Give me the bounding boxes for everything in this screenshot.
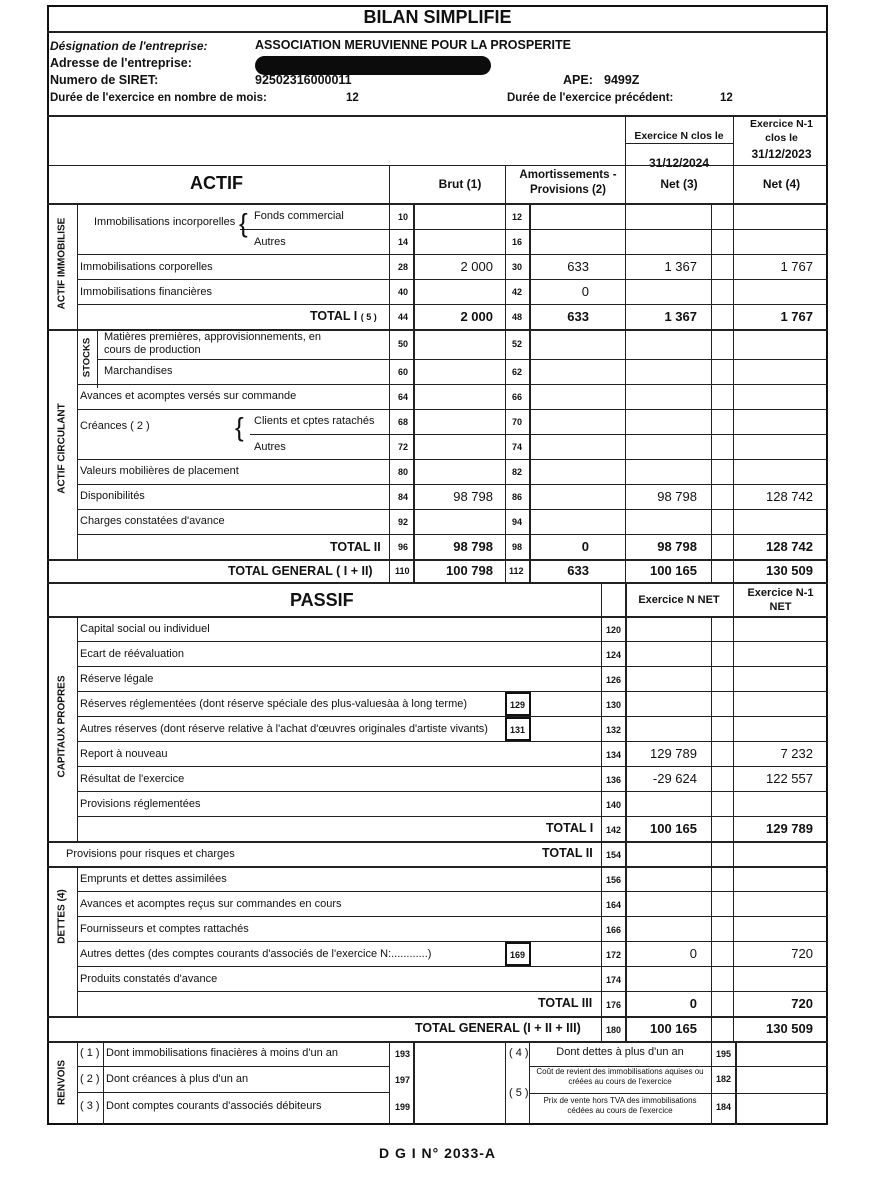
renvoi-label: Dont comptes courants d'associés débiteurs xyxy=(106,1100,322,1112)
passif-total-label: TOTAL II xyxy=(542,846,593,860)
actif-code: 66 xyxy=(512,392,523,402)
passif-net: 100 165 xyxy=(650,821,697,836)
actif-code: 80 xyxy=(398,467,409,477)
renvoi-label: Coût de revient des immobilisations aquises ou créées au cours de l'exercice xyxy=(536,1067,704,1086)
siret-value: 92502316000011 xyxy=(255,73,352,87)
actif-code: 62 xyxy=(512,367,523,377)
passif-code: 134 xyxy=(606,750,622,760)
actif-code: 28 xyxy=(398,262,409,272)
passif-label: Fournisseurs et comptes rattachés xyxy=(80,923,249,935)
actif-brut: 98 798 xyxy=(453,539,493,554)
actif-code: 112 xyxy=(509,566,524,576)
actif-label: Autres xyxy=(254,236,286,248)
passif-label: Produits constatés d'avance xyxy=(80,973,218,985)
actif-amort: 0 xyxy=(581,284,589,299)
renvoi-code: 195 xyxy=(716,1049,732,1059)
actif-net: 100 165 xyxy=(650,563,697,578)
renvoi-label: Dont immobilisations finacières à moins d'un an xyxy=(106,1047,338,1059)
renvoi-code: 199 xyxy=(395,1102,411,1112)
actif-brut: 2 000 xyxy=(460,259,493,274)
duree-prec-value: 12 xyxy=(720,92,733,104)
passif-code: 156 xyxy=(606,875,622,885)
passif-label: Autres réserves (dont réserve relative à l'achat d'œuvres originales d'artiste vivants) xyxy=(80,723,488,735)
col-brut: Brut (1) xyxy=(438,177,482,191)
actif-code: 98 xyxy=(512,542,523,552)
passif-code: 130 xyxy=(606,700,622,710)
passif-net: -29 624 xyxy=(652,771,697,786)
designation-label: Désignation de l'entreprise: xyxy=(50,39,208,53)
actif-total-label: TOTAL I ( 5 ) xyxy=(310,309,377,323)
actif-code: 44 xyxy=(398,312,409,322)
passif-prev: 720 xyxy=(791,996,813,1011)
actif-circulant-label: ACTIF CIRCULANT xyxy=(56,403,68,494)
adresse-label: Adresse de l'entreprise: xyxy=(50,56,192,70)
actif-code: 70 xyxy=(512,417,523,427)
duree-prec-label: Durée de l'exercice précédent: xyxy=(507,92,674,104)
duree-label: Durée de l'exercice en nombre de mois: xyxy=(50,92,267,104)
creances-brace: { xyxy=(235,412,244,442)
actif-code: 40 xyxy=(398,287,409,297)
actif-code: 14 xyxy=(398,237,409,247)
passif-box-code: 169 xyxy=(510,950,526,960)
passif-total-label: TOTAL III xyxy=(538,996,593,1010)
actif-code: 84 xyxy=(398,492,409,502)
actif-label: Autres xyxy=(254,441,286,453)
passif-prev: 720 xyxy=(791,946,813,961)
passif-label: Ecart de réévaluation xyxy=(80,648,184,660)
actif-label: Disponibilités xyxy=(80,490,145,502)
passif-label: Capital social ou individuel xyxy=(80,623,210,635)
passif-code: 176 xyxy=(606,1000,622,1010)
passif-prev: 7 232 xyxy=(780,746,813,761)
actif-label: Marchandises xyxy=(104,365,173,377)
renvois-label: RENVOIS xyxy=(56,1060,68,1106)
actif-label: Fonds commercial xyxy=(254,210,344,222)
actif-total-label: TOTAL II xyxy=(330,540,381,554)
form-reference: D G I N° 2033-A xyxy=(378,1145,497,1161)
passif-net: 100 165 xyxy=(650,1021,697,1036)
renvoi-code: 193 xyxy=(395,1049,411,1059)
passif-code: 174 xyxy=(606,975,622,985)
passif-box-code: 131 xyxy=(510,725,526,735)
passif-prev: 129 789 xyxy=(766,821,813,836)
passif-code: 136 xyxy=(606,775,622,785)
duree-value: 12 xyxy=(346,92,359,104)
designation-value: ASSOCIATION MERUVIENNE POUR LA PROSPERITE xyxy=(255,38,572,52)
passif-label: Résultat de l'exercice xyxy=(80,773,185,785)
renvoi-label: Dont créances à plus d'un an xyxy=(106,1073,249,1085)
passif-code: 124 xyxy=(606,650,622,660)
actif-title: ACTIF xyxy=(190,173,243,193)
actif-code: 60 xyxy=(398,367,409,377)
actif-code: 82 xyxy=(512,467,523,477)
actif-prev: 1 767 xyxy=(780,259,813,274)
actif-code: 72 xyxy=(398,442,409,452)
actif-brut: 98 798 xyxy=(453,489,493,504)
ape-value: 9499Z xyxy=(604,73,640,87)
passif-box-code: 129 xyxy=(510,700,526,710)
passif-prev: 130 509 xyxy=(766,1021,813,1036)
dettes-label: DETTES (4) xyxy=(56,889,68,944)
actif-prev: 128 742 xyxy=(766,489,813,504)
incorp-brace: { xyxy=(239,208,248,238)
actif-code: 86 xyxy=(512,492,523,502)
passif-total-general-label: TOTAL GENERAL (I + II + III) xyxy=(415,1021,581,1035)
passif-label: Avances et acomptes reçus sur commandes en cours xyxy=(80,898,342,910)
passif-net: 0 xyxy=(689,996,697,1011)
renvoi-code: 182 xyxy=(716,1074,732,1084)
actif-amort: 633 xyxy=(567,259,589,274)
renvoi-label: Prix de vente hors TVA des immobilisations cédées au cours de l'exercice xyxy=(543,1096,697,1115)
actif-code: 48 xyxy=(512,312,523,322)
renvoi-num: ( 5 ) xyxy=(509,1087,529,1099)
passif-code: 126 xyxy=(606,675,622,685)
actif-amort: 633 xyxy=(567,309,589,324)
creances-label: Créances ( 2 ) xyxy=(80,420,150,432)
actif-code: 92 xyxy=(398,517,409,527)
page-title: BILAN SIMPLIFIE xyxy=(363,7,512,27)
passif-code: 120 xyxy=(606,625,622,635)
actif-label: Immobilisations corporelles xyxy=(80,261,213,273)
renvoi-num: ( 3 ) xyxy=(80,1100,100,1112)
passif-code: 166 xyxy=(606,925,622,935)
passif-col-net: Exercice N NET xyxy=(638,594,720,606)
actif-code: 10 xyxy=(398,212,409,222)
actif-code: 12 xyxy=(512,212,523,222)
actif-amort: 0 xyxy=(581,539,589,554)
passif-net: 0 xyxy=(689,946,697,961)
exn1-header: Exercice N-1 clos le 31/12/2023 xyxy=(749,118,814,161)
ape-label: APE: xyxy=(563,73,593,87)
actif-total-general-label: TOTAL GENERAL ( I + II) xyxy=(228,564,373,578)
actif-net: 98 798 xyxy=(657,489,697,504)
actif-prev: 130 509 xyxy=(766,563,813,578)
passif-label: Réserve légale xyxy=(80,673,154,685)
actif-brut: 2 000 xyxy=(460,309,493,324)
actif-label: Matières premières, approvisionnements, en cours de production xyxy=(104,331,322,356)
actif-amort: 633 xyxy=(567,563,589,578)
actif-code: 94 xyxy=(512,517,523,527)
actif-code: 68 xyxy=(398,417,409,427)
actif-prev: 128 742 xyxy=(766,539,813,554)
col-net: Net (3) xyxy=(660,177,698,191)
actif-code: 30 xyxy=(512,262,523,272)
actif-immobilise-label: ACTIF IMMOBILISE xyxy=(56,217,68,310)
actif-brut: 100 798 xyxy=(446,563,493,578)
actif-label: Avances et acomptes versés sur commande xyxy=(80,390,297,402)
passif-code: 164 xyxy=(606,900,622,910)
passif-code: 172 xyxy=(606,950,622,960)
passif-label: Emprunts et dettes assimilées xyxy=(80,873,227,885)
actif-code: 64 xyxy=(398,392,409,402)
actif-code: 110 xyxy=(395,566,410,576)
renvoi-code: 184 xyxy=(716,1102,732,1112)
actif-label: Charges constatées d'avance xyxy=(80,515,225,527)
actif-code: 42 xyxy=(512,287,523,297)
passif-code: 140 xyxy=(606,800,622,810)
actif-code: 96 xyxy=(398,542,409,552)
passif-col-prev: Exercice N-1 NET xyxy=(747,587,814,613)
passif-code: 154 xyxy=(606,850,622,860)
incorp-label: Immobilisations incorporelles xyxy=(94,216,236,228)
passif-code: 132 xyxy=(606,725,622,735)
passif-total-label: TOTAL I xyxy=(546,821,594,835)
actif-label: Clients et cptes ratachés xyxy=(254,415,375,427)
col-net-prev: Net (4) xyxy=(762,177,801,191)
actif-net: 1 367 xyxy=(664,309,697,324)
actif-code: 16 xyxy=(512,237,523,247)
renvoi-num: ( 1 ) xyxy=(80,1047,100,1059)
actif-label: Immobilisations financières xyxy=(80,286,213,298)
passif-label: Autres dettes (des comptes courants d'associés de l'exercice N:............) xyxy=(80,948,432,960)
siret-label: Numero de SIRET: xyxy=(50,73,159,87)
actif-code: 50 xyxy=(398,339,409,349)
renvoi-num: ( 2 ) xyxy=(80,1073,100,1085)
passif-label: Réserves réglementées (dont réserve spéciale des plus-valuesàa à long terme) xyxy=(80,698,468,710)
passif-label: Provisions pour risques et charges xyxy=(66,848,235,860)
capitaux-propres-label: CAPITAUX PROPRES xyxy=(56,675,68,778)
actif-net: 1 367 xyxy=(664,259,697,274)
exn-header: Exercice N clos le 31/12/2024 xyxy=(634,130,724,170)
passif-label: Report à nouveau xyxy=(80,748,168,760)
col-amort: Amortissements - Provisions (2) xyxy=(519,169,617,196)
actif-label: Valeurs mobilières de placement xyxy=(80,465,239,477)
actif-code: 74 xyxy=(512,442,523,452)
passif-net: 129 789 xyxy=(650,746,697,761)
renvoi-label: Dont dettes à plus d'un an xyxy=(556,1046,684,1058)
actif-code: 52 xyxy=(512,339,523,349)
passif-title: PASSIF xyxy=(290,590,354,610)
passif-code: 180 xyxy=(606,1025,622,1035)
actif-net: 98 798 xyxy=(657,539,697,554)
stocks-label: STOCKS xyxy=(81,337,93,378)
renvoi-num: ( 4 ) xyxy=(509,1047,529,1059)
actif-prev: 1 767 xyxy=(780,309,813,324)
passif-prev: 122 557 xyxy=(766,771,813,786)
passif-label: Provisions réglementées xyxy=(80,798,201,810)
renvoi-code: 197 xyxy=(395,1075,411,1085)
passif-code: 142 xyxy=(606,825,622,835)
